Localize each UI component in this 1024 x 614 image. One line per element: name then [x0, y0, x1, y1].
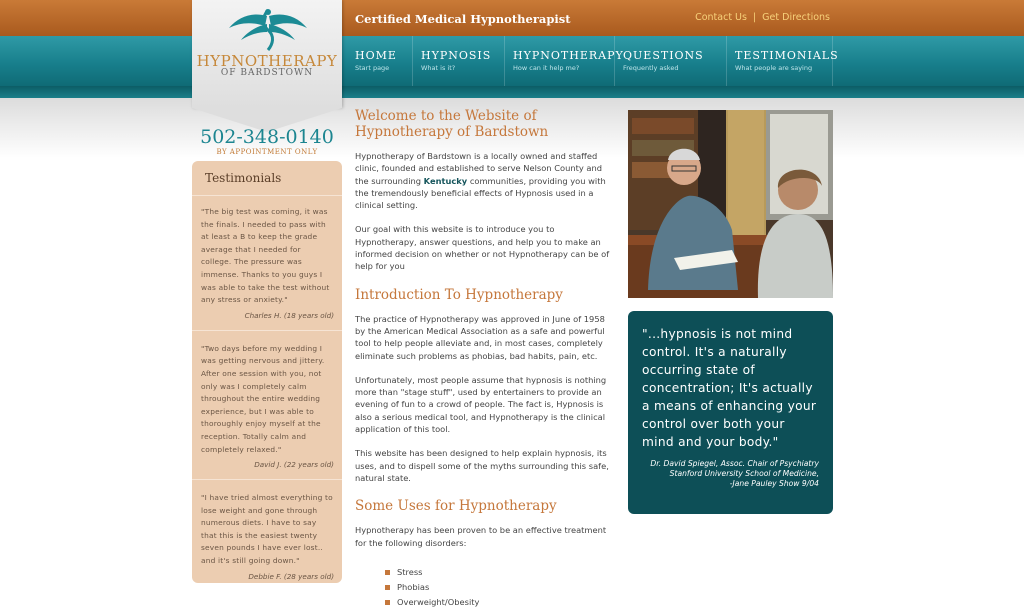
attribution-line: -Jane Pauley Show 9/04	[729, 478, 819, 488]
nav-sublabel: How can it help me?	[513, 64, 580, 72]
goal-paragraph: Our goal with this website is to introduce you to Hypnotherapy, answer questions, and help you to make an informed decision on whether or not Hypnotherapy can be of help for you	[355, 224, 610, 272]
logo-subtitle: OF BARDSTOWN	[220, 68, 314, 78]
attribution-line: Stanford University School of Medicine,	[669, 468, 819, 478]
intro-text: Hypnotherapy of Bardstown is a locally owned and staffed clinic, founded and established to serve Nelson County and the surrounding	[355, 151, 603, 186]
nav-label: HYPNOTHERAPY	[513, 49, 624, 62]
nav-label: HOME	[355, 49, 397, 62]
top-links	[695, 12, 830, 23]
nav-label: HYPNOSIS	[421, 49, 492, 62]
nav-item-testimonials[interactable]	[727, 36, 839, 86]
divider	[192, 479, 342, 480]
photo-illustration	[628, 110, 833, 298]
testimonials-heading: Testimonials	[205, 171, 282, 185]
featured-quote: "...hypnosis is not mind control. It's a naturally occurring state of concentration; It's actually a means of enhancing your control over both your mind and your body."	[642, 327, 817, 449]
testimonial-quote: "I have tried almost everything to lose weight and gone through numerous diets. I have to say that this is the easiest twenty seven pounds I have ever lost.. and it's still going down."	[201, 493, 333, 566]
phone-note: BY APPOINTMENT ONLY	[216, 148, 318, 156]
nav-sublabel: Start page	[355, 64, 390, 72]
logo-title: HYPNOTHERAPY	[196, 52, 338, 70]
quote-box	[628, 311, 833, 514]
introduction-heading: Introduction To Hypnotherapy	[355, 286, 563, 303]
welcome-heading: Welcome to the Website of Hypnotherapy of Bardstown	[355, 108, 549, 140]
list-item: Stress	[355, 565, 617, 580]
testimonial-author: Charles H. (18 years old)	[244, 310, 334, 320]
list-item: Phobias	[355, 580, 617, 595]
phone-number: 502-348-0140	[200, 126, 334, 148]
contact-us-link[interactable]: Contact Us	[695, 12, 747, 23]
link-separator: |	[752, 12, 757, 23]
nav-item-home[interactable]	[347, 36, 413, 86]
caduceus-icon	[223, 6, 313, 52]
nav-label: TESTIMONIALS	[735, 49, 839, 62]
nav-sublabel: What is it?	[421, 64, 456, 72]
intro-paragraph	[355, 150, 617, 211]
nav-item-questions[interactable]	[615, 36, 727, 86]
intro-text: communities, providing you with the tremendously beneficial effects of Hypnosis used in a clinical setting.	[355, 175, 606, 211]
uses-intro: Hypnotherapy has been proven to be an effective treatment for the following disorders:	[355, 525, 607, 548]
myths-paragraph: Unfortunately, most people assume that hypnosis is nothing more than "stage stuff", used by entertainers to provide an evening of fun to a crowd of people. The fact is, Hypnosis is also a serious medical tool, and Hypnotherapy is the clinical application of this tool.	[355, 374, 607, 435]
divider	[192, 330, 342, 331]
tagline: Certified Medical Hypnotherapist	[355, 12, 571, 26]
practice-paragraph: The practice of Hypnotherapy was approved in June of 1958 by the American Medical Association as a safe and powerful tool to help people alleviate and, in most cases, completely eliminate such problems as phobias, bad habits, pain, etc.	[355, 313, 605, 361]
main-nav	[347, 36, 839, 86]
testimonial-quote: "The big test was coming, it was the finals. I needed to pass with at least a B to keep the grade average that I needed for college. The pressure was immense. Thanks to you guys I was able to take the test without any stress or anxiety."	[201, 207, 330, 305]
purpose-paragraph: This website has been designed to help explain hypnosis, its uses, and to dispell some of the myths surrounding this safe, natural state.	[355, 448, 609, 483]
attribution-line: Dr. David Spiegel, Assoc. Chair of Psychiatry	[650, 459, 819, 468]
intro-highlight: Kentucky	[423, 175, 468, 186]
get-directions-link[interactable]: Get Directions	[762, 12, 830, 23]
uses-heading: Some Uses for Hypnotherapy	[355, 498, 557, 515]
quote-attribution	[642, 459, 819, 488]
therapist-photo	[628, 110, 833, 298]
main-content	[355, 108, 617, 610]
logo[interactable]	[192, 0, 342, 108]
nav-sublabel: Frequently asked	[623, 64, 679, 72]
nav-band-shadow	[0, 86, 1024, 98]
nav-item-hypnotherapy[interactable]	[505, 36, 624, 86]
testimonial-quote: "Two days before my wedding I was getting nervous and jittery. After one session with you, not only was I completely calm throughout the entire wedding experience, but I was able to thoroughly enjoy myself at the reception. Totally calm and completely relaxed."	[201, 343, 325, 454]
testimonial-author: David J. (22 years old)	[254, 460, 334, 470]
nav-item-hypnosis[interactable]	[413, 36, 505, 86]
divider	[192, 195, 342, 196]
nav-label: QUESTIONS	[623, 49, 704, 62]
list-item: Overweight/Obesity	[355, 595, 617, 610]
uses-list	[355, 565, 617, 610]
testimonial-author: Debbie F. (28 years old)	[248, 571, 334, 581]
nav-sublabel: What people are saying	[735, 64, 813, 72]
testimonials-sidebar	[192, 161, 342, 583]
